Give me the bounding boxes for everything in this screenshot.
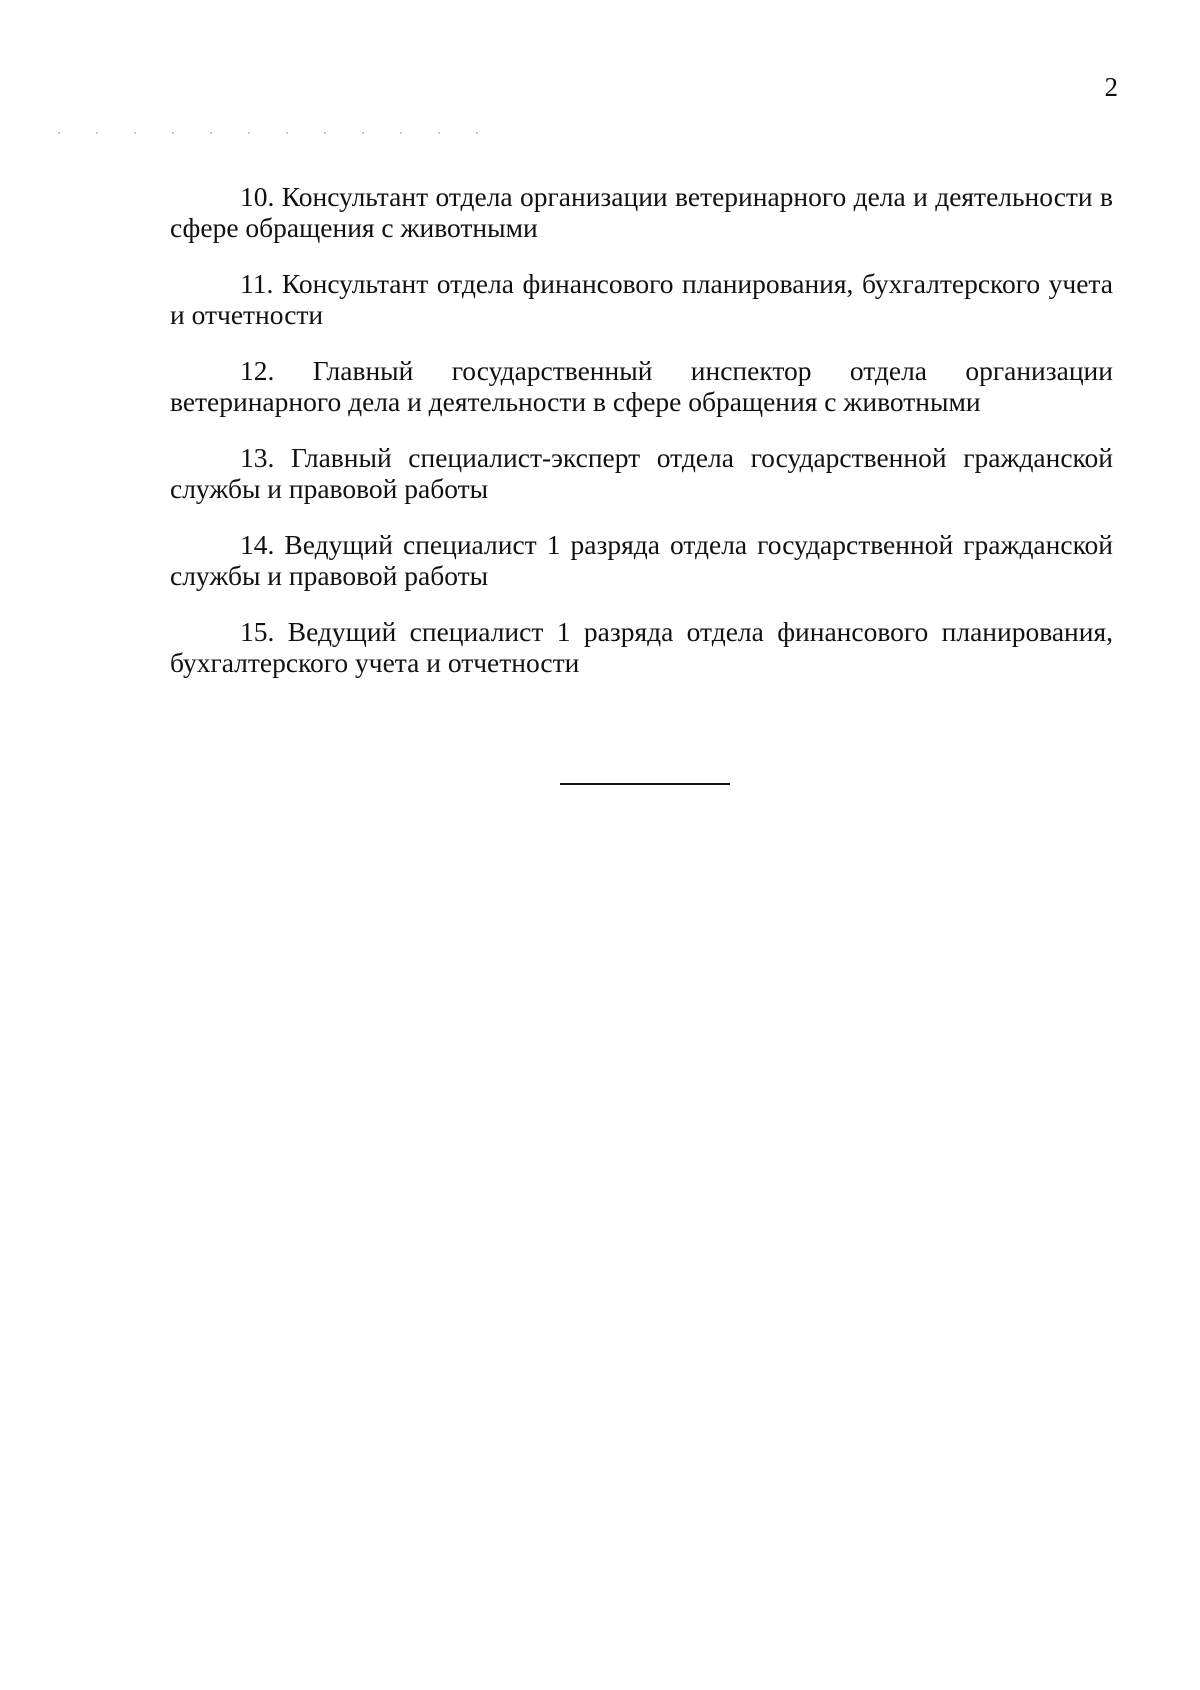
position-list xyxy=(170,181,1113,703)
list-item: 10. Консультант отдела организации ветеринарного дела и деятельности в сфере обращения с животными xyxy=(170,181,1113,243)
list-item: 15. Ведущий специалист 1 разряда отдела финансового планирования, бухгалтерского учета и отчетности xyxy=(170,616,1113,678)
closing-divider-line xyxy=(560,783,730,785)
list-item: 14. Ведущий специалист 1 разряда отдела государственной гражданской службы и правовой работы xyxy=(170,529,1113,591)
scan-artifact-dots xyxy=(40,132,480,134)
page-number: 2 xyxy=(1104,72,1118,102)
list-item: 12. Главный государственный инспектор отдела организации ветеринарного дела и деятельности в сфере обращения с животными xyxy=(170,355,1113,417)
list-item: 13. Главный специалист-эксперт отдела государственной гражданской службы и правовой работы xyxy=(170,442,1113,504)
list-item: 11. Консультант отдела финансового планирования, бухгалтерского учета и отчетности xyxy=(170,268,1113,330)
